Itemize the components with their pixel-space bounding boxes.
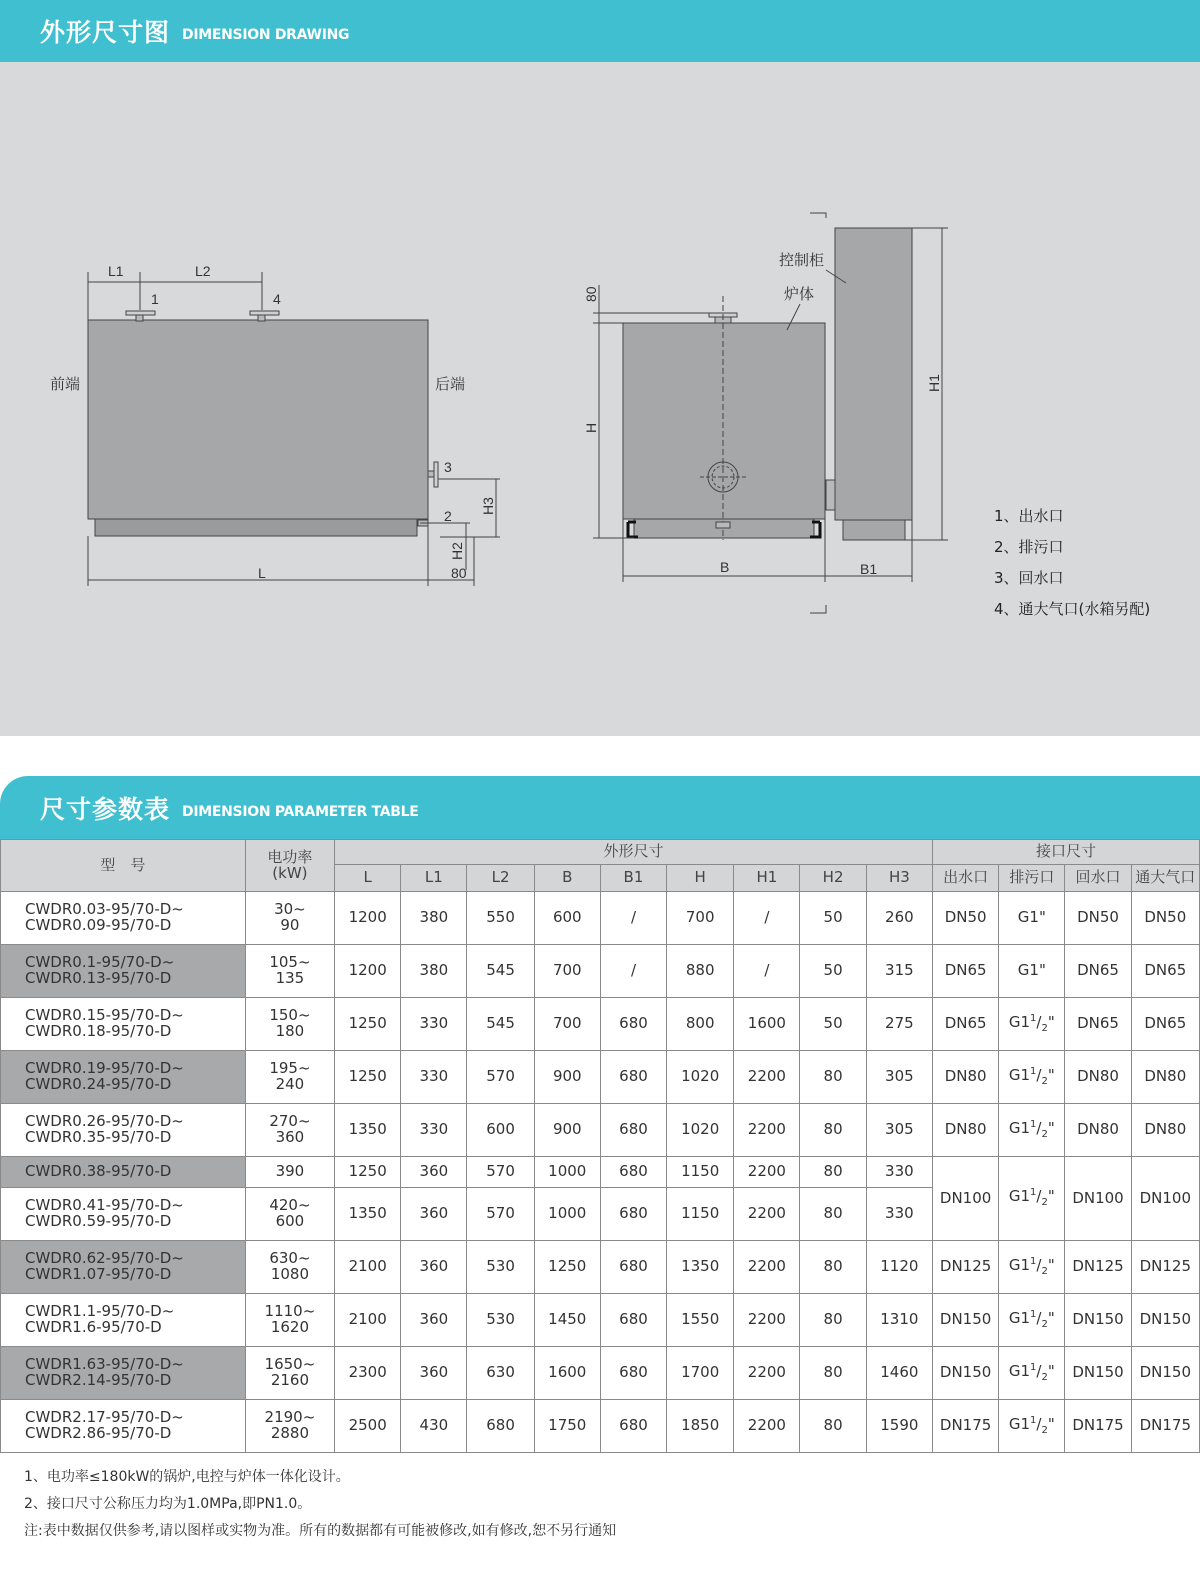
cell-dim-h2: 80 xyxy=(800,1347,866,1400)
cell-vent: DN50 xyxy=(1131,892,1199,945)
cell-model xyxy=(1,1051,246,1104)
cell-dim-l2: 570 xyxy=(467,1157,534,1188)
cell-dim-l2: 570 xyxy=(467,1188,534,1241)
drain-size: G1 xyxy=(1008,1308,1031,1327)
model-line-1: CWDR1.63-95/70-D~ xyxy=(25,1355,184,1374)
cell-dim-h1: 2200 xyxy=(734,1241,800,1294)
cell-dim-h3: 1460 xyxy=(866,1347,932,1400)
cell-dim-h2: 80 xyxy=(800,1241,866,1294)
cell-dim-b: 900 xyxy=(534,1051,600,1104)
cell-vent: DN80 xyxy=(1131,1051,1199,1104)
cell-vent: DN175 xyxy=(1131,1400,1199,1453)
power-line-2: 240 xyxy=(275,1075,305,1093)
cell-model xyxy=(1,1347,246,1400)
cell-return: DN65 xyxy=(1065,945,1131,998)
cell-dim-l2: 545 xyxy=(467,998,534,1051)
table-row xyxy=(1,1104,1200,1157)
nozzle-label-1: 1 xyxy=(151,291,159,307)
cell-return: DN175 xyxy=(1065,1400,1131,1453)
cell-dim-h3: 315 xyxy=(866,945,932,998)
label-front-end: 前端 xyxy=(50,376,81,393)
label-furnace-body: 炉体 xyxy=(784,286,815,303)
cell-model xyxy=(1,1157,246,1188)
cell-dim-h2: 80 xyxy=(800,1157,866,1188)
subheader-dim-l: L xyxy=(335,865,401,892)
cell-drain xyxy=(999,998,1065,1051)
subheader-dim-h3: H3 xyxy=(866,865,932,892)
cell-dim-b: 1750 xyxy=(534,1400,600,1453)
dim-label-80-front: 80 xyxy=(451,565,467,581)
cell-drain xyxy=(999,1400,1065,1453)
cell-power xyxy=(245,998,334,1051)
cell-dim-b1: / xyxy=(600,892,666,945)
cell-dim-l: 1250 xyxy=(335,1157,401,1188)
model-line-1: CWDR1.1-95/70-D~ xyxy=(25,1302,175,1321)
cell-model xyxy=(1,945,246,998)
cell-dim-l1: 360 xyxy=(401,1188,467,1241)
cell-dim-l2: 630 xyxy=(467,1347,534,1400)
cell-dim-b1: 680 xyxy=(600,1051,666,1104)
model-line-1: CWDR0.03-95/70-D~ xyxy=(25,900,184,919)
cell-model xyxy=(1,1104,246,1157)
cell-dim-h2: 80 xyxy=(800,1294,866,1347)
cell-outlet: DN100 xyxy=(933,1157,999,1241)
control-cabinet xyxy=(835,228,912,520)
cell-drain xyxy=(999,1051,1065,1104)
power-line-1: 30~ xyxy=(274,900,306,919)
cell-return: DN150 xyxy=(1065,1294,1131,1347)
cell-model xyxy=(1,1294,246,1347)
header-power-unit: (kW) xyxy=(272,863,308,882)
cell-dim-b1: 680 xyxy=(600,1157,666,1188)
cell-dim-l2: 600 xyxy=(467,1104,534,1157)
cell-outlet: DN50 xyxy=(933,892,999,945)
cell-dim-h: 1700 xyxy=(667,1347,734,1400)
model-line-1: CWDR0.38-95/70-D xyxy=(25,1162,172,1181)
cell-power xyxy=(245,1104,334,1157)
cell-outlet: DN150 xyxy=(933,1347,999,1400)
power-line-1: 390 xyxy=(275,1162,305,1181)
section-title-zh: 尺寸参数表 xyxy=(40,794,171,824)
dim-label-L1: L1 xyxy=(108,263,124,279)
drain-size: G1 xyxy=(1008,1118,1031,1137)
cell-dim-l1: 360 xyxy=(401,1157,467,1188)
cell-dim-l1: 430 xyxy=(401,1400,467,1453)
section-title-en: DIMENSION DRAWING xyxy=(182,27,350,43)
cell-power xyxy=(245,1294,334,1347)
cell-vent: DN65 xyxy=(1131,998,1199,1051)
cell-dim-l2: 545 xyxy=(467,945,534,998)
cell-dim-l: 1250 xyxy=(335,998,401,1051)
cell-dim-h2: 80 xyxy=(800,1104,866,1157)
cell-power xyxy=(245,1188,334,1241)
cell-dim-l1: 330 xyxy=(401,998,467,1051)
dim-label-H: H xyxy=(583,422,599,433)
model-line-1: CWDR2.17-95/70-D~ xyxy=(25,1408,184,1427)
dim-label-H3: H3 xyxy=(480,497,496,515)
power-line-2: 90 xyxy=(280,916,300,934)
cell-outlet: DN65 xyxy=(933,998,999,1051)
nozzle-label-2: 2 xyxy=(444,508,452,524)
cell-dim-h1: 2200 xyxy=(734,1104,800,1157)
cell-model xyxy=(1,1188,246,1241)
cell-dim-b1: 680 xyxy=(600,1400,666,1453)
power-line-1: 1110~ xyxy=(264,1302,316,1321)
cell-dim-b: 1250 xyxy=(534,1241,600,1294)
table-row xyxy=(1,1294,1200,1347)
cell-vent: DN150 xyxy=(1131,1294,1199,1347)
drain-size: G1" xyxy=(1017,961,1046,980)
cell-dim-h: 1150 xyxy=(667,1157,734,1188)
cell-outlet: DN125 xyxy=(933,1241,999,1294)
table-row xyxy=(1,1400,1200,1453)
cell-drain xyxy=(999,1157,1065,1241)
cell-drain xyxy=(999,1104,1065,1157)
model-line-1: CWDR0.26-95/70-D~ xyxy=(25,1112,184,1131)
cell-vent: DN65 xyxy=(1131,945,1199,998)
cell-dim-l2: 530 xyxy=(467,1294,534,1347)
front-view xyxy=(88,272,500,586)
cell-dim-l1: 360 xyxy=(401,1347,467,1400)
drain-fraction: $^1/_2$" xyxy=(1030,1255,1055,1277)
table-row xyxy=(1,1051,1200,1104)
power-line-2: 1620 xyxy=(270,1318,310,1336)
cell-dim-l1: 360 xyxy=(401,1294,467,1347)
cell-dim-h3: 330 xyxy=(866,1188,932,1241)
cell-power xyxy=(245,1157,334,1188)
model-line-1: CWDR0.15-95/70-D~ xyxy=(25,1006,184,1025)
cell-dim-l2: 550 xyxy=(467,892,534,945)
cell-power xyxy=(245,1241,334,1294)
cell-dim-l: 2500 xyxy=(335,1400,401,1453)
cell-dim-h1: / xyxy=(734,945,800,998)
cell-dim-h2: 50 xyxy=(800,945,866,998)
cell-dim-h: 1350 xyxy=(667,1241,734,1294)
drain-fraction: $^1/_2$" xyxy=(1030,1065,1055,1087)
power-line-2: 1080 xyxy=(270,1265,310,1283)
label-rear-end: 后端 xyxy=(435,376,466,393)
note-2: 2、接口尺寸公称压力均为1.0MPa,即PN1.0。 xyxy=(24,1496,312,1512)
boiler-body-front xyxy=(88,320,428,519)
cell-dim-h1: 2200 xyxy=(734,1188,800,1241)
cell-dim-l: 1200 xyxy=(335,892,401,945)
cell-return: DN80 xyxy=(1065,1104,1131,1157)
power-line-1: 630~ xyxy=(269,1249,311,1268)
power-line-1: 420~ xyxy=(269,1196,311,1215)
cell-dim-l: 2100 xyxy=(335,1294,401,1347)
legend-item-1: 1、出水口 xyxy=(994,507,1064,525)
model-line-2: CWDR2.14-95/70-D xyxy=(25,1371,172,1389)
cell-return: DN65 xyxy=(1065,998,1131,1051)
cell-vent: DN150 xyxy=(1131,1347,1199,1400)
model-line-2: CWDR0.35-95/70-D xyxy=(25,1128,172,1146)
model-line-2: CWDR0.09-95/70-D xyxy=(25,916,172,934)
cell-dim-b: 600 xyxy=(534,892,600,945)
cell-drain xyxy=(999,1294,1065,1347)
boiler-base-front xyxy=(95,519,417,536)
power-line-2: 2160 xyxy=(270,1371,310,1389)
cell-dim-l: 1350 xyxy=(335,1104,401,1157)
cell-drain xyxy=(999,1241,1065,1294)
power-line-1: 1650~ xyxy=(264,1355,316,1374)
model-line-1: CWDR0.1-95/70-D~ xyxy=(25,953,175,972)
cell-dim-l1: 330 xyxy=(401,1104,467,1157)
cell-dim-b: 1450 xyxy=(534,1294,600,1347)
cell-dim-b1: 680 xyxy=(600,1104,666,1157)
model-line-2: CWDR1.07-95/70-D xyxy=(25,1265,172,1283)
dimension-parameter-table xyxy=(0,839,1200,1453)
drain-fraction: $^1/_2$" xyxy=(1030,1118,1055,1140)
drain-fraction: $^1/_2$" xyxy=(1030,1308,1055,1330)
table-row xyxy=(1,1241,1200,1294)
power-line-2: 2880 xyxy=(270,1424,310,1442)
drain-size: G1 xyxy=(1008,1065,1031,1084)
cell-dim-l2: 680 xyxy=(467,1400,534,1453)
cell-dim-l2: 530 xyxy=(467,1241,534,1294)
cell-dim-l2: 570 xyxy=(467,1051,534,1104)
nozzle-label-4: 4 xyxy=(273,291,281,307)
drain-fraction: $^1/_2$" xyxy=(1030,1187,1055,1209)
subheader-dim-b1: B1 xyxy=(600,865,666,892)
cell-dim-b: 700 xyxy=(534,998,600,1051)
model-line-2: CWDR0.13-95/70-D xyxy=(25,969,172,987)
cell-dim-h3: 260 xyxy=(866,892,932,945)
dim-label-B1: B1 xyxy=(860,561,878,577)
cell-model xyxy=(1,1241,246,1294)
table-row xyxy=(1,892,1200,945)
drain-size: G1 xyxy=(1008,1012,1031,1031)
legend-item-3: 3、回水口 xyxy=(994,569,1064,587)
power-line-1: 105~ xyxy=(269,953,311,972)
cell-drain xyxy=(999,945,1065,998)
section-header-drawing xyxy=(0,0,1200,62)
drain-size: G1 xyxy=(1008,1187,1031,1206)
model-line-2: CWDR2.86-95/70-D xyxy=(25,1424,172,1442)
model-line-1: CWDR0.62-95/70-D~ xyxy=(25,1249,184,1268)
subheader-dim-l2: L2 xyxy=(467,865,534,892)
label-control-cabinet: 控制柜 xyxy=(779,252,825,269)
cell-dim-h1: / xyxy=(734,892,800,945)
cell-power xyxy=(245,1400,334,1453)
legend-item-2: 2、排污口 xyxy=(994,538,1064,556)
cell-dim-h: 1850 xyxy=(667,1400,734,1453)
cell-model xyxy=(1,1400,246,1453)
cell-dim-h2: 80 xyxy=(800,1051,866,1104)
cell-dim-h: 800 xyxy=(667,998,734,1051)
cell-dim-l1: 330 xyxy=(401,1051,467,1104)
cell-return: DN50 xyxy=(1065,892,1131,945)
cell-outlet: DN150 xyxy=(933,1294,999,1347)
cell-dim-l: 2300 xyxy=(335,1347,401,1400)
cell-dim-h1: 2200 xyxy=(734,1347,800,1400)
cell-drain xyxy=(999,1347,1065,1400)
cell-dim-h1: 2200 xyxy=(734,1294,800,1347)
cell-dim-h1: 1600 xyxy=(734,998,800,1051)
model-line-1: CWDR0.41-95/70-D~ xyxy=(25,1196,184,1215)
cell-dim-b1: 680 xyxy=(600,1294,666,1347)
cell-dim-b: 900 xyxy=(534,1104,600,1157)
cell-dim-h3: 1310 xyxy=(866,1294,932,1347)
dim-label-L: L xyxy=(258,565,266,581)
cell-outlet: DN65 xyxy=(933,945,999,998)
cell-drain xyxy=(999,892,1065,945)
cell-dim-l1: 380 xyxy=(401,945,467,998)
cell-outlet: DN80 xyxy=(933,1104,999,1157)
note-3: 注:表中数据仅供参考,请以图样或实物为准。所有的数据都有可能被修改,如有修改,恕不另行通知 xyxy=(24,1523,617,1539)
cell-model xyxy=(1,892,246,945)
cell-dim-h: 1550 xyxy=(667,1294,734,1347)
cell-dim-h3: 275 xyxy=(866,998,932,1051)
header-connection-sizes: 接口尺寸 xyxy=(933,840,1200,865)
subheader-dim-h2: H2 xyxy=(800,865,866,892)
cell-dim-h3: 330 xyxy=(866,1157,932,1188)
power-line-2: 360 xyxy=(275,1128,305,1146)
model-line-2: CWDR0.18-95/70-D xyxy=(25,1022,172,1040)
cell-dim-l: 1350 xyxy=(335,1188,401,1241)
section-title-en: DIMENSION PARAMETER TABLE xyxy=(182,803,419,820)
drain-fraction: $^1/_2$" xyxy=(1030,1414,1055,1436)
cell-vent: DN125 xyxy=(1131,1241,1199,1294)
cell-dim-h1: 2200 xyxy=(734,1400,800,1453)
power-line-1: 2190~ xyxy=(264,1408,316,1427)
power-line-1: 270~ xyxy=(269,1112,311,1131)
cell-power xyxy=(245,1051,334,1104)
header-power-label: 电功率 xyxy=(267,847,313,866)
drain-size: G1 xyxy=(1008,1414,1031,1433)
cell-dim-h: 1020 xyxy=(667,1051,734,1104)
cell-dim-h1: 2200 xyxy=(734,1051,800,1104)
power-line-2: 180 xyxy=(275,1022,305,1040)
side-view xyxy=(593,213,948,613)
subheader-connection-2: 回水口 xyxy=(1065,865,1131,892)
cell-dim-h: 1020 xyxy=(667,1104,734,1157)
power-line-1: 150~ xyxy=(269,1006,311,1025)
cell-outlet: DN80 xyxy=(933,1051,999,1104)
cell-dim-l: 1200 xyxy=(335,945,401,998)
subheader-dim-l1: L1 xyxy=(401,865,467,892)
drain-fraction: $^1/_2$" xyxy=(1030,1361,1055,1383)
dim-label-B: B xyxy=(720,559,730,575)
cell-dim-l1: 360 xyxy=(401,1241,467,1294)
table-row xyxy=(1,1157,1200,1188)
dim-label-H1: H1 xyxy=(926,374,942,392)
drain-size: G1 xyxy=(1008,1361,1031,1380)
header-power xyxy=(245,840,334,892)
subheader-connection-1: 排污口 xyxy=(999,865,1065,892)
cell-return: DN150 xyxy=(1065,1347,1131,1400)
cell-dim-h2: 50 xyxy=(800,892,866,945)
cell-dim-h3: 305 xyxy=(866,1051,932,1104)
note-1: 1、电功率≤180kW的锅炉,电控与炉体一体化设计。 xyxy=(24,1469,350,1485)
cell-vent: DN100 xyxy=(1131,1157,1199,1241)
cell-dim-h3: 305 xyxy=(866,1104,932,1157)
drain-size: G1 xyxy=(1008,1255,1031,1274)
cell-model xyxy=(1,998,246,1051)
cell-dim-b: 700 xyxy=(534,945,600,998)
drain-size: G1" xyxy=(1017,908,1046,927)
dim-label-80-side: 80 xyxy=(583,286,599,302)
cell-dim-l: 1250 xyxy=(335,1051,401,1104)
dim-label-H2: H2 xyxy=(449,542,465,560)
header-outer-dimensions: 外形尺寸 xyxy=(335,840,933,865)
boiler-body-side xyxy=(623,323,825,519)
cell-dim-h2: 80 xyxy=(800,1188,866,1241)
cell-dim-h3: 1590 xyxy=(866,1400,932,1453)
cell-return: DN80 xyxy=(1065,1051,1131,1104)
nozzle-label-3: 3 xyxy=(444,459,452,475)
cell-dim-b1: 680 xyxy=(600,1241,666,1294)
cell-power xyxy=(245,945,334,998)
model-line-2: CWDR0.24-95/70-D xyxy=(25,1075,172,1093)
section-header-table xyxy=(0,776,1200,839)
model-line-1: CWDR0.19-95/70-D~ xyxy=(25,1059,184,1078)
cell-dim-b: 1600 xyxy=(534,1347,600,1400)
dim-label-L2: L2 xyxy=(195,263,211,279)
power-line-2: 600 xyxy=(275,1212,305,1230)
power-line-2: 135 xyxy=(275,969,305,987)
cell-dim-h: 1150 xyxy=(667,1188,734,1241)
table-row xyxy=(1,945,1200,998)
cell-return: DN100 xyxy=(1065,1157,1131,1241)
model-line-2: CWDR0.59-95/70-D xyxy=(25,1212,172,1230)
subheader-connection-0: 出水口 xyxy=(933,865,999,892)
subheader-connection-3: 通大气口 xyxy=(1131,865,1199,892)
subheader-dim-b: B xyxy=(534,865,600,892)
cell-dim-b1: 680 xyxy=(600,1347,666,1400)
dimension-drawing xyxy=(0,62,1200,736)
cell-return: DN125 xyxy=(1065,1241,1131,1294)
cell-dim-b1: / xyxy=(600,945,666,998)
power-line-1: 195~ xyxy=(269,1059,311,1078)
cell-dim-h2: 50 xyxy=(800,998,866,1051)
section-title-zh: 外形尺寸图 xyxy=(40,18,171,47)
cell-power xyxy=(245,892,334,945)
cell-dim-b: 1000 xyxy=(534,1188,600,1241)
subheader-dim-h1: H1 xyxy=(734,865,800,892)
cell-dim-b1: 680 xyxy=(600,1188,666,1241)
cell-vent: DN80 xyxy=(1131,1104,1199,1157)
model-line-2: CWDR1.6-95/70-D xyxy=(25,1318,162,1336)
cell-outlet: DN175 xyxy=(933,1400,999,1453)
header-model: 型 号 xyxy=(1,840,246,892)
table-row xyxy=(1,998,1200,1051)
cell-power xyxy=(245,1347,334,1400)
cell-dim-h1: 2200 xyxy=(734,1157,800,1188)
cell-dim-l1: 380 xyxy=(401,892,467,945)
cell-dim-h2: 80 xyxy=(800,1400,866,1453)
legend-item-4: 4、通大气口(水箱另配) xyxy=(994,600,1151,618)
table-row xyxy=(1,1347,1200,1400)
drain-fraction: $^1/_2$" xyxy=(1030,1012,1055,1034)
cell-dim-h3: 1120 xyxy=(866,1241,932,1294)
subheader-dim-h: H xyxy=(667,865,734,892)
cell-dim-b: 1000 xyxy=(534,1157,600,1188)
cell-dim-l: 2100 xyxy=(335,1241,401,1294)
cell-dim-b1: 680 xyxy=(600,998,666,1051)
cell-dim-h: 880 xyxy=(667,945,734,998)
cell-dim-h: 700 xyxy=(667,892,734,945)
